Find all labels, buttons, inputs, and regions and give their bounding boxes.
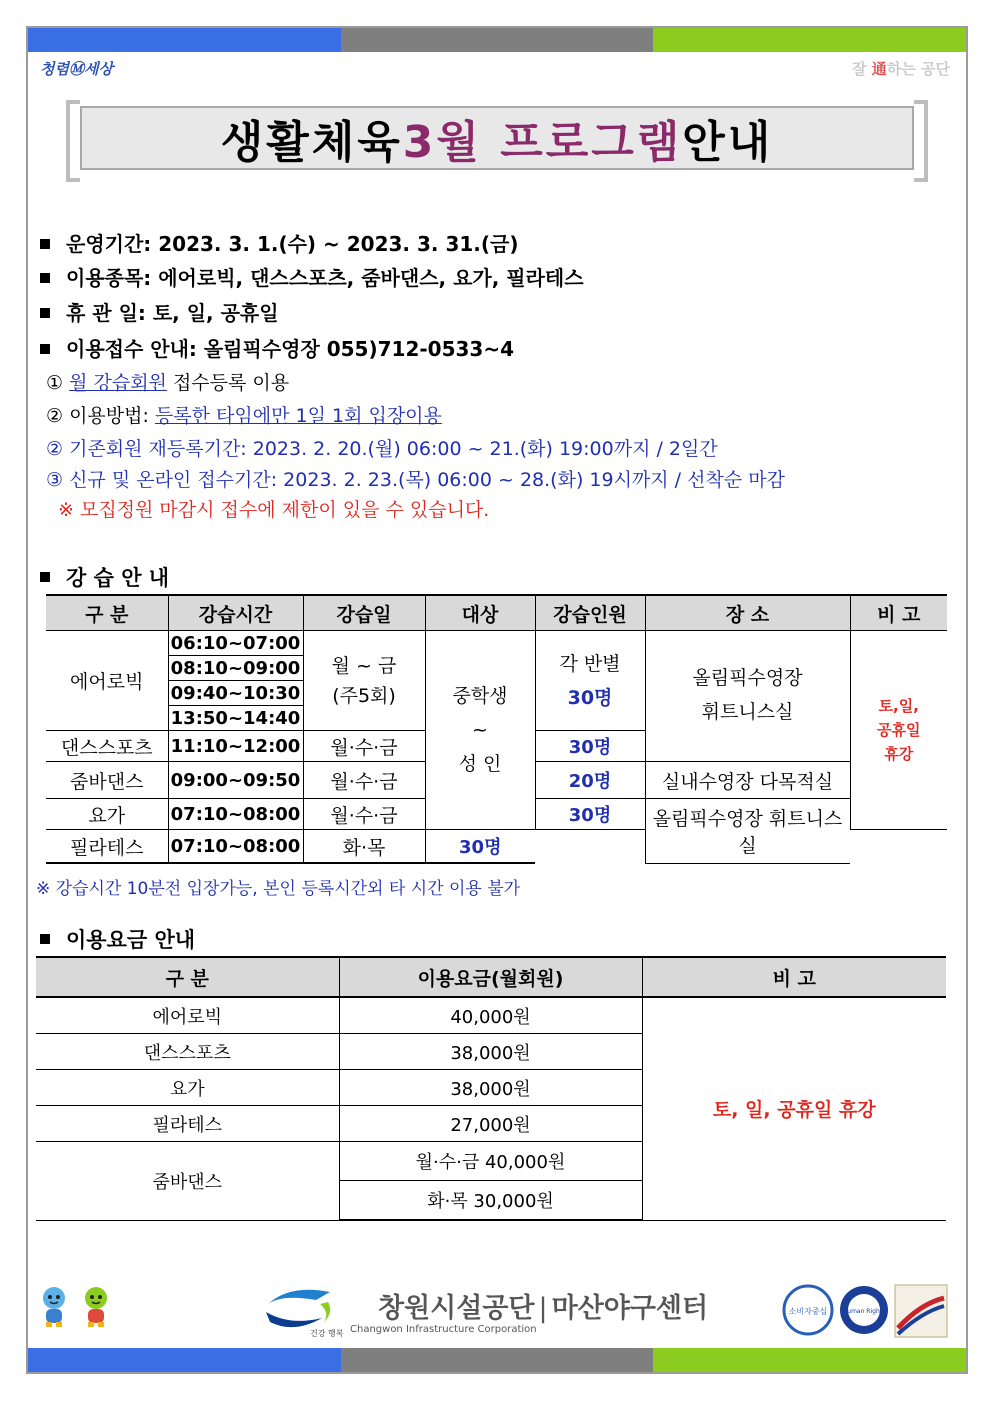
info-contact: 이용접수 안내: 올림픽수영장 055)712-0533~4 (40, 333, 514, 362)
note-registration: ① 월 강습회원 접수등록 이용 (46, 372, 290, 394)
note-new-period: ③ 신규 및 온라인 접수기간: 2023. 2. 23.(목) 06:00 ~ 28.(화) 19시까지 / 선착순 마감 (46, 469, 785, 491)
table-row: 요가 38,000원 (36, 1070, 946, 1106)
top-color-bar (28, 28, 966, 52)
table-header-row: 구 분 강습시간 강습일 대상 강습인원 장 소 비 고 (46, 595, 947, 631)
table-row: 필라테스 07:10~08:00 화·목 30명 (46, 830, 947, 864)
table-row: 에어로빅 06:10~07:00 월 ~ 금 (주5회) 중학생 ~ 성 인 각 반별 30명 올림픽수영장 휘트니스실 토,일, 공휴일 휴강 (46, 631, 947, 656)
table-row: 08:10~09:00 (46, 656, 947, 681)
table-row: 13:50~14:40 (46, 706, 947, 731)
table-row: 댄스스포츠 38,000원 (36, 1034, 946, 1070)
table-row: 줌바댄스 09:00~09:50 월·수·금 20명 실내수영장 다목적실 (46, 762, 947, 799)
fee-section-heading: 이용요금 안내 (40, 924, 195, 954)
class-footnote: ※ 강습시간 10분전 입장가능, 본인 등록시간외 타 시간 이용 불가 (36, 879, 521, 899)
fee-table (36, 956, 946, 1221)
integrity-logo: 청렴Ⓜ세상 (40, 60, 113, 78)
table-row: 에어로빅 40,000원 토, 일, 공휴일 휴강 (36, 997, 946, 1034)
human-rights-badge-icon (838, 1284, 890, 1336)
info-closed-days: 휴 관 일: 토, 일, 공휴일 (40, 297, 279, 326)
note-renewal-period: ② 기존회원 재등록기간: 2023. 2. 20.(월) 06:00 ~ 21.(화) 19:00까지 / 2일간 (46, 438, 718, 460)
page-title: 생활체육 3월 프로그램 안내 (80, 106, 914, 170)
consumer-badge-icon (782, 1284, 834, 1336)
note-warning: ※ 모집정원 마감시 접수에 제한이 있을 수 있습니다. (58, 499, 490, 521)
usage-rule-link[interactable]: 등록한 타임에만 1일 1회 입장이용 (154, 405, 442, 427)
table-header-row: 구 분 이용요금(월회원) 비 고 (36, 957, 946, 997)
table-row: 댄스스포츠 11:10~12:00 월·수·금 30명 (46, 731, 947, 762)
emblem-caption: 건강 행복 (310, 1329, 344, 1338)
title-banner (66, 100, 928, 182)
table-row: 필라테스 27,000원 (36, 1106, 946, 1142)
monthly-member-link[interactable]: 월 강습회원 (69, 372, 167, 394)
note-usage: ② 이용방법: 등록한 타임에만 1일 1회 입장이용 (46, 405, 442, 427)
info-period: 운영기간: 2023. 3. 1.(수) ~ 2023. 3. 31.(금) (40, 228, 518, 257)
certification-badge-icon (894, 1284, 948, 1338)
class-section-heading: 강 습 안 내 (40, 562, 169, 592)
table-row: 09:40~10:30 (46, 681, 947, 706)
table-row: 요가 07:10~08:00 월·수·금 30명 올림픽수영장 휘트니스실 (46, 799, 947, 830)
info-programs: 이용종목: 에어로빅, 댄스스포츠, 줌바댄스, 요가, 필라테스 (40, 262, 584, 291)
table-row: 화·목 30,000원 (36, 1181, 946, 1221)
organization-name-en: Changwon Infrastructure Corporation (350, 1324, 537, 1335)
slogan-logo: 잘 通하는 공단 (852, 60, 950, 78)
consumer-badge-label: 소비자중심 (788, 1307, 828, 1316)
mascot-green-icon (78, 1284, 114, 1328)
table-row: 줌바댄스 월·수·금 40,000원 (36, 1142, 946, 1181)
changwon-emblem-icon (260, 1282, 344, 1340)
mascot-blue-icon (36, 1284, 72, 1328)
bottom-color-bar (28, 1348, 966, 1372)
footer (28, 1276, 966, 1348)
class-table (46, 594, 947, 864)
organization-name: 창원시설공단 | 마산야구센터 (378, 1293, 709, 1324)
human-rights-badge-label: Human Rights (842, 1308, 886, 1315)
